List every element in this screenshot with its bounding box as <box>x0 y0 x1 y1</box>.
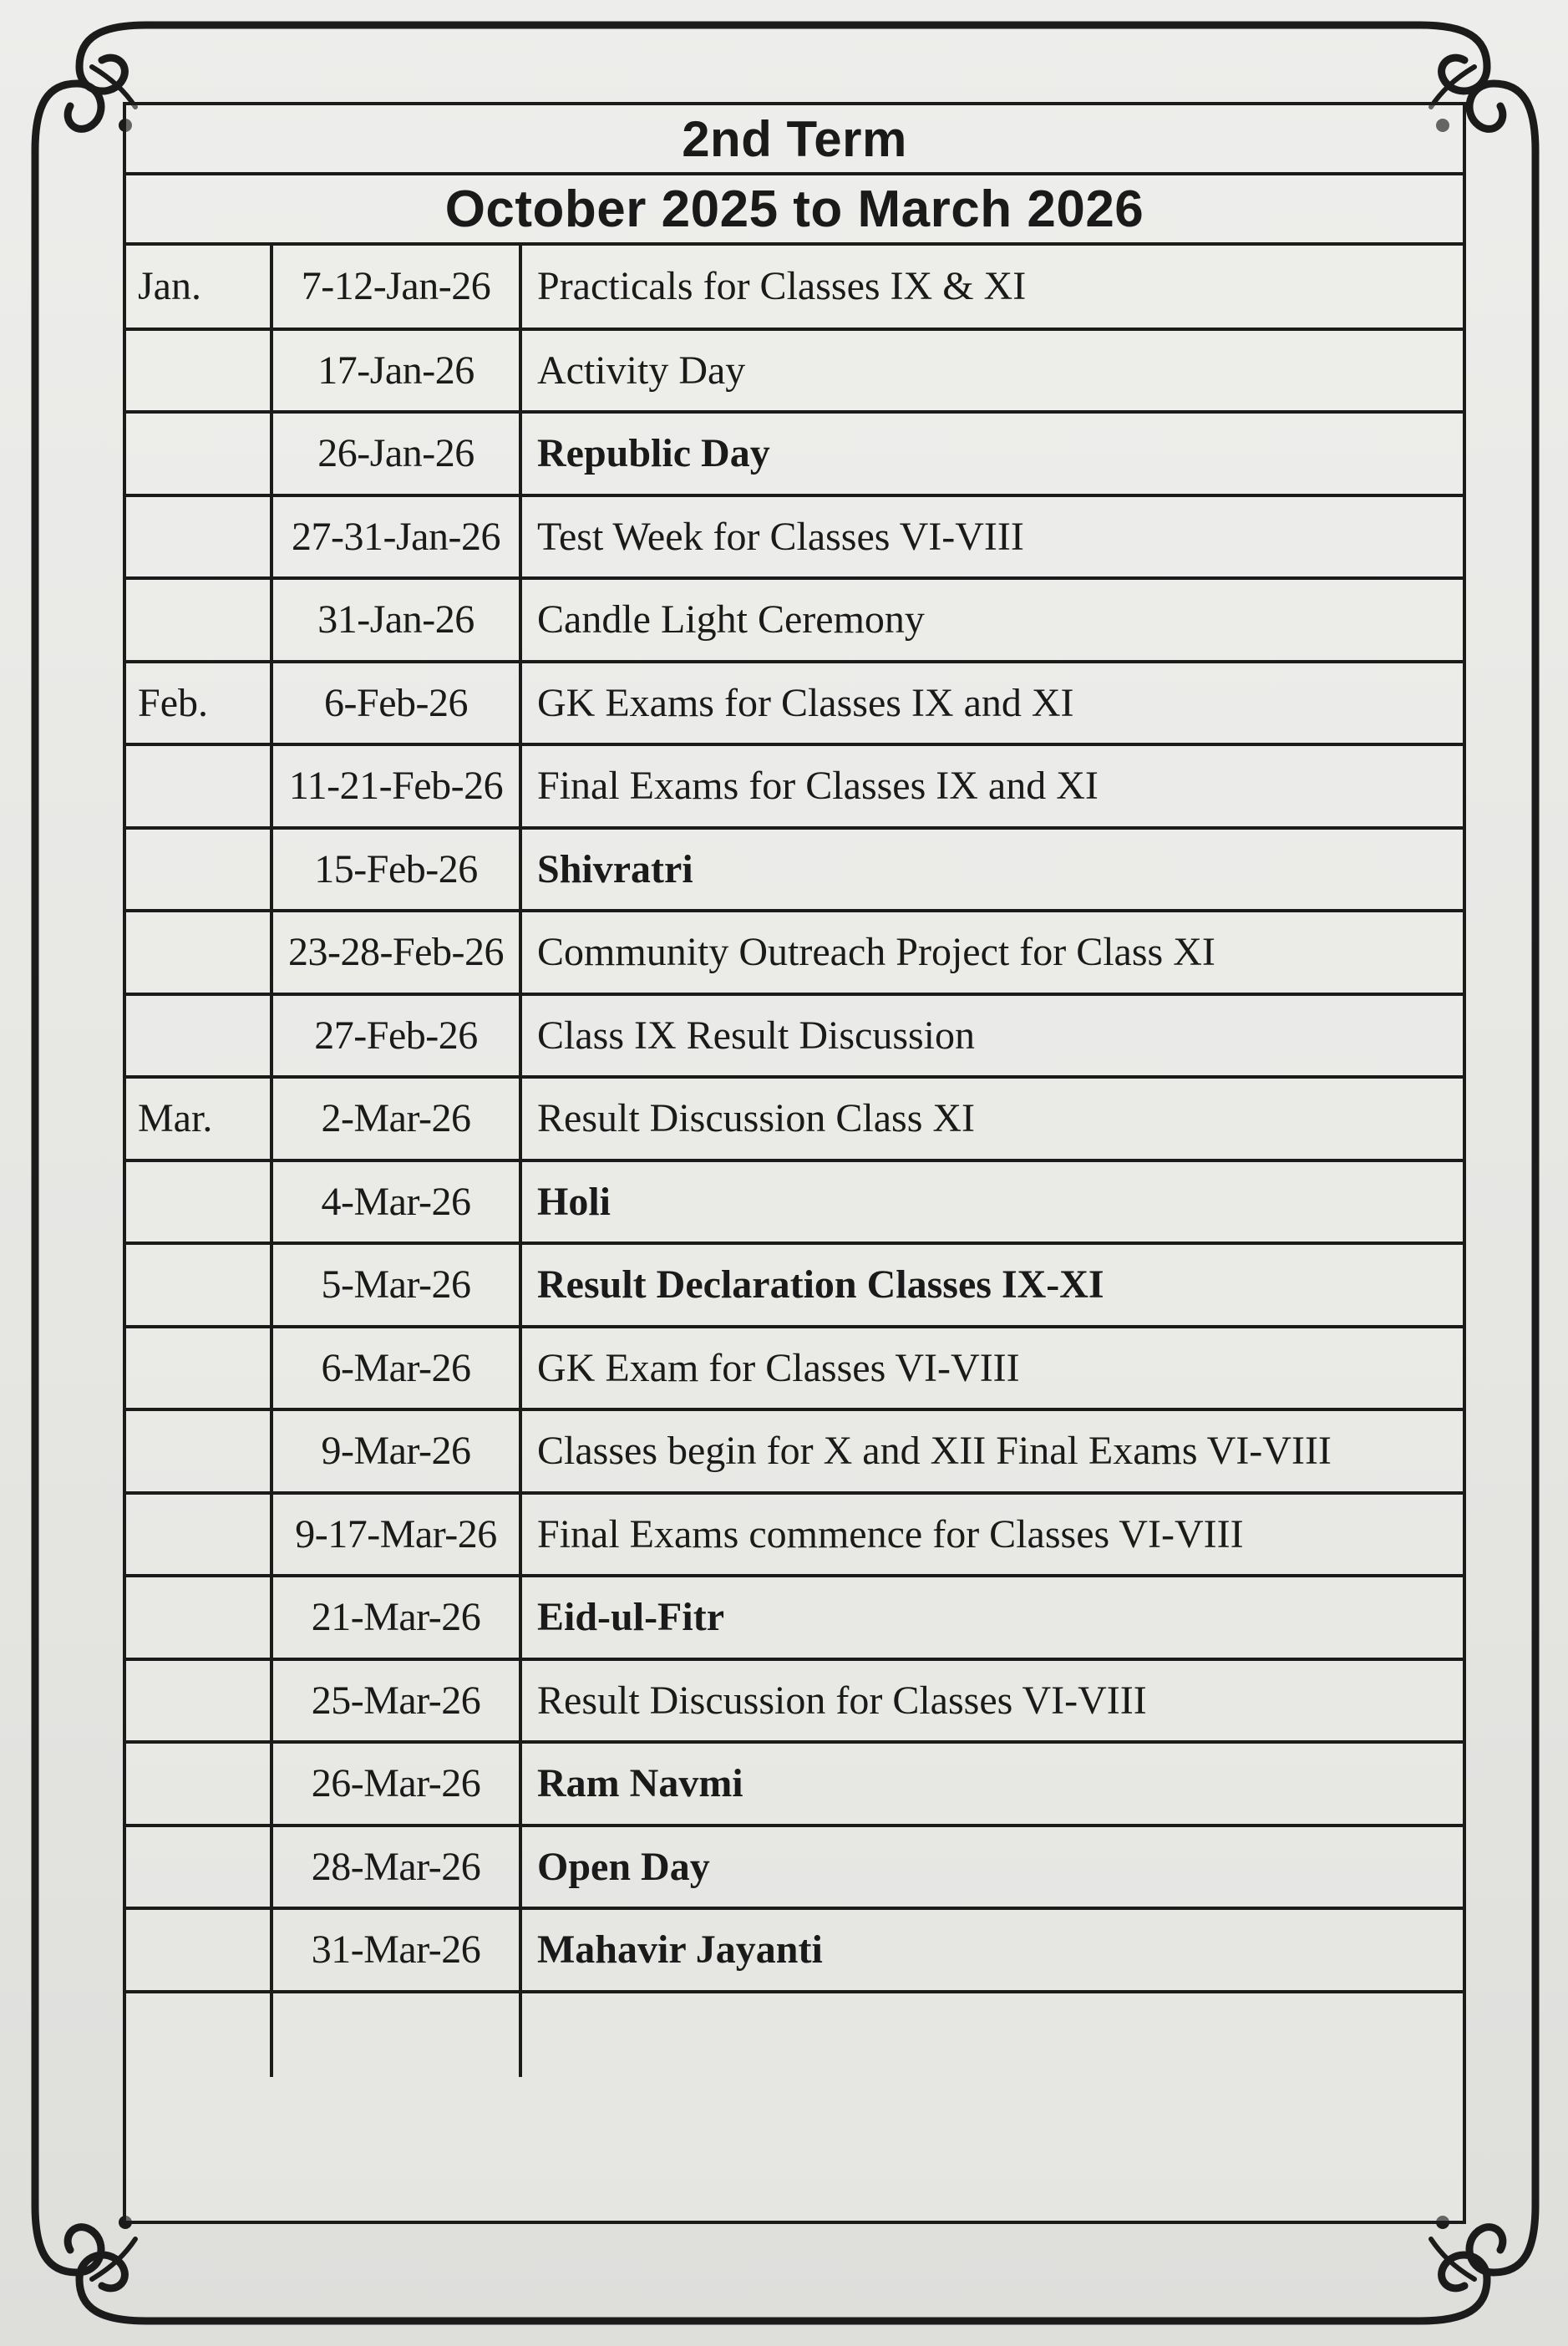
term-calendar <box>123 102 1466 2224</box>
date-cell: 9-Mar-26 <box>271 1409 520 1493</box>
date-cell: 26-Mar-26 <box>271 1742 520 1826</box>
event-cell: Final Exams commence for Classes VI-VIII <box>520 1493 1463 1577</box>
date-cell: 17-Jan-26 <box>271 329 520 413</box>
month-cell <box>126 578 271 662</box>
event-cell: Result Declaration Classes IX-XI <box>520 1243 1463 1327</box>
event-cell: Result Discussion Class XI <box>520 1077 1463 1160</box>
date-cell: 6-Feb-26 <box>271 662 520 745</box>
table-row <box>126 578 1463 662</box>
table-row <box>126 1493 1463 1577</box>
date-cell: 26-Jan-26 <box>271 412 520 495</box>
event-cell: Eid-ul-Fitr <box>520 1576 1463 1659</box>
table-row <box>126 1742 1463 1826</box>
event-cell <box>520 1992 1463 2077</box>
month-cell <box>126 994 271 1078</box>
date-cell: 25-Mar-26 <box>271 1659 520 1743</box>
table-row <box>126 329 1463 413</box>
table-row <box>126 1992 1463 2077</box>
date-cell <box>271 1992 520 2077</box>
table-row <box>126 828 1463 911</box>
event-cell: Candle Light Ceremony <box>520 578 1463 662</box>
month-cell <box>126 1160 271 1244</box>
event-cell: Republic Day <box>520 412 1463 495</box>
month-cell <box>126 412 271 495</box>
month-cell <box>126 1409 271 1493</box>
month-cell <box>126 1908 271 1992</box>
month-cell <box>126 828 271 911</box>
month-cell: Jan. <box>126 246 271 329</box>
event-cell: Community Outreach Project for Class XI <box>520 911 1463 994</box>
event-cell: Mahavir Jayanti <box>520 1908 1463 1992</box>
event-cell: Final Exams for Classes IX and XI <box>520 744 1463 828</box>
table-row <box>126 744 1463 828</box>
month-cell <box>126 1992 271 2077</box>
month-cell <box>126 1742 271 1826</box>
month-cell: Feb. <box>126 662 271 745</box>
date-cell: 23-28-Feb-26 <box>271 911 520 994</box>
term-period: October 2025 to March 2026 <box>126 175 1463 246</box>
events-table-body <box>126 246 1463 2077</box>
table-row <box>126 1243 1463 1327</box>
month-cell <box>126 744 271 828</box>
event-cell: Open Day <box>520 1826 1463 1909</box>
month-cell <box>126 1493 271 1577</box>
month-cell <box>126 1327 271 1410</box>
table-row <box>126 1327 1463 1410</box>
date-cell: 4-Mar-26 <box>271 1160 520 1244</box>
month-cell <box>126 911 271 994</box>
event-cell: Practicals for Classes IX & XI <box>520 246 1463 329</box>
table-row <box>126 495 1463 579</box>
date-cell: 7-12-Jan-26 <box>271 246 520 329</box>
event-cell: GK Exam for Classes VI-VIII <box>520 1327 1463 1410</box>
term-title: 2nd Term <box>126 105 1463 175</box>
month-cell <box>126 329 271 413</box>
table-row <box>126 911 1463 994</box>
table-row <box>126 1409 1463 1493</box>
table-row <box>126 412 1463 495</box>
table-row <box>126 1077 1463 1160</box>
event-cell: Class IX Result Discussion <box>520 994 1463 1078</box>
date-cell: 28-Mar-26 <box>271 1826 520 1909</box>
date-cell: 6-Mar-26 <box>271 1327 520 1410</box>
date-cell: 31-Mar-26 <box>271 1908 520 1992</box>
event-cell: Result Discussion for Classes VI-VIII <box>520 1659 1463 1743</box>
table-row <box>126 1908 1463 1992</box>
table-row <box>126 1826 1463 1909</box>
date-cell: 11-21-Feb-26 <box>271 744 520 828</box>
month-cell <box>126 1576 271 1659</box>
month-cell <box>126 1659 271 1743</box>
table-row <box>126 1659 1463 1743</box>
event-cell: Activity Day <box>520 329 1463 413</box>
table-row <box>126 994 1463 1078</box>
table-row <box>126 246 1463 329</box>
table-row <box>126 1576 1463 1659</box>
date-cell: 15-Feb-26 <box>271 828 520 911</box>
event-cell: GK Exams for Classes IX and XI <box>520 662 1463 745</box>
date-cell: 21-Mar-26 <box>271 1576 520 1659</box>
month-cell <box>126 1243 271 1327</box>
date-cell: 31-Jan-26 <box>271 578 520 662</box>
event-cell: Ram Navmi <box>520 1742 1463 1826</box>
date-cell: 9-17-Mar-26 <box>271 1493 520 1577</box>
table-row <box>126 1160 1463 1244</box>
date-cell: 2-Mar-26 <box>271 1077 520 1160</box>
event-cell: Shivratri <box>520 828 1463 911</box>
date-cell: 5-Mar-26 <box>271 1243 520 1327</box>
date-cell: 27-Feb-26 <box>271 994 520 1078</box>
event-cell: Holi <box>520 1160 1463 1244</box>
event-cell: Classes begin for X and XII Final Exams VI-VIII <box>520 1409 1463 1493</box>
month-cell: Mar. <box>126 1077 271 1160</box>
event-cell: Test Week for Classes VI-VIII <box>520 495 1463 579</box>
date-cell: 27-31-Jan-26 <box>271 495 520 579</box>
events-table <box>126 246 1463 2077</box>
month-cell <box>126 1826 271 1909</box>
table-row <box>126 662 1463 745</box>
month-cell <box>126 495 271 579</box>
